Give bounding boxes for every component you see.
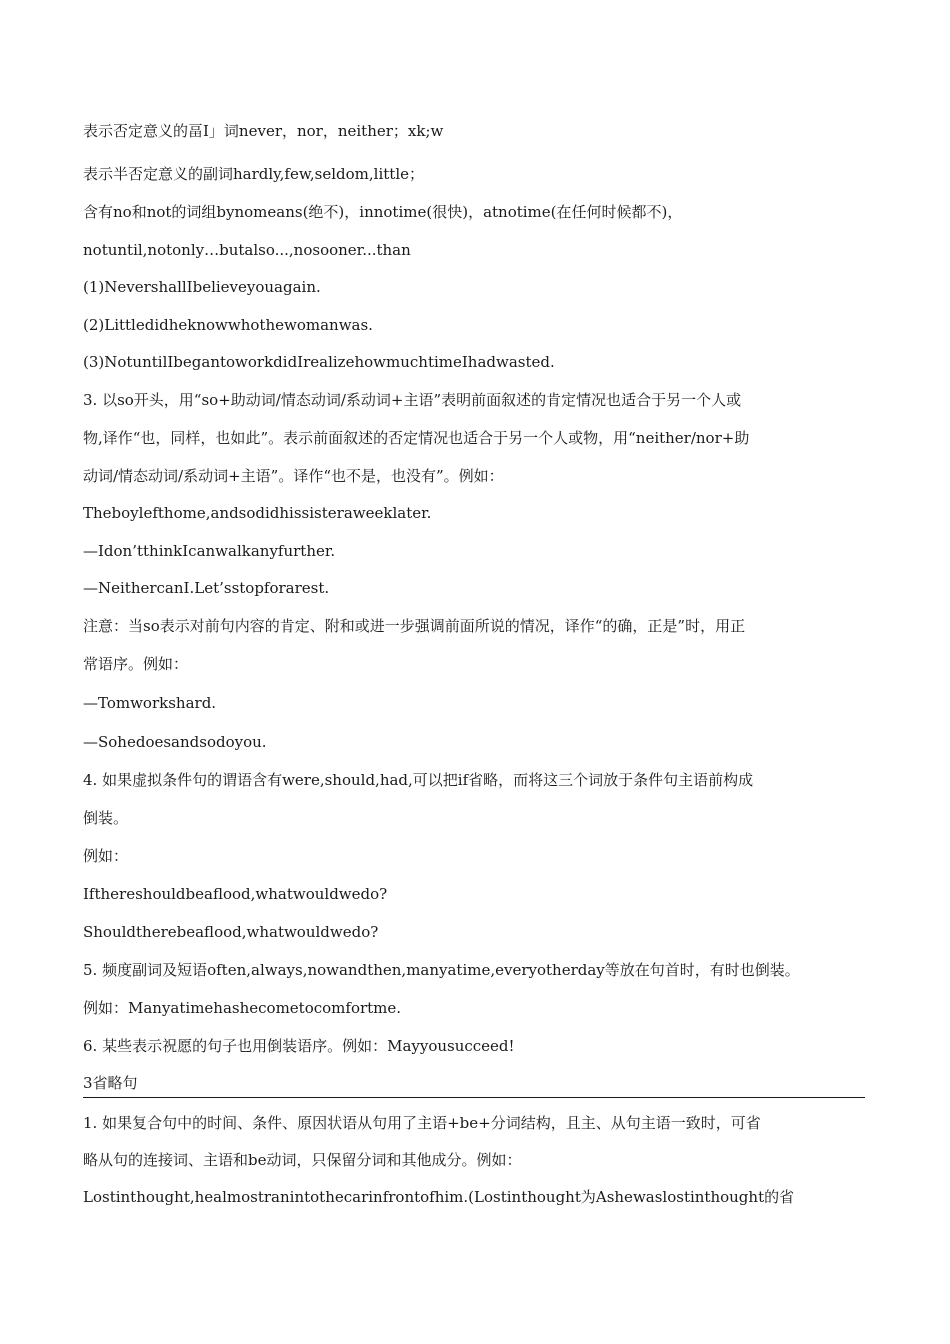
section-4-line-2: 倒装。 [83, 809, 129, 827]
ellipsis-point-1-line-1: 1. 如果复合句中的时间、条件、原因状语从句用了主语+be+分词结构，且主、从句主语一致时，可省 [83, 1114, 761, 1132]
example-sentence-if: Ifthereshouldbeaflood,whatwouldwedo? [83, 885, 388, 903]
example-line-2: (2)Littledidheknowwhothewomanwas. [83, 316, 373, 334]
header-divider [83, 1097, 865, 1098]
text-line-negative-adverbs: 表示否定意义的畐I」词never，nor，neither；xk;w [83, 122, 444, 140]
dialogue-line-2: —NeithercanI.Let’sstopforarest. [83, 579, 330, 597]
section-3-text-line-3: 动词/情态动词/系动词+主语”。译作“也不是，也没有”。例如： [83, 467, 504, 485]
text-line-semi-negative-adverbs: 表示半否定意义的副词hardly,few,seldom,little； [83, 165, 425, 183]
ellipsis-example-line: Lostinthought,healmostranintothecarinfrontofhim.(Lostinthought为Ashewaslostinthought的省 [83, 1188, 795, 1206]
note-line-1: 注意：当so表示对前句内容的肯定、附和或进一步强调前面所说的情况，译作“的确，正是”时，用正 [83, 617, 746, 635]
text-line-no-not-phrases: 含有no和not的词组bynomeans(绝不)，innotime(很快)，atnotime(在任何时候都不)， [83, 203, 683, 221]
ellipsis-point-1-line-2: 略从句的连接词、主语和be动词，只保留分词和其他成分。例如： [83, 1151, 522, 1169]
example-label: 例如： [83, 847, 129, 865]
note-line-2: 常语序。例如： [83, 655, 189, 673]
section-3-heading-line: 3. 以so开头，用“so+助动词/情态动词/系动词+主语”表明前面叙述的肯定情况也适合于另一个人或 [83, 391, 742, 409]
text-line-phrases-continued: notuntil,notonly…butalso...,nosooner...than [83, 241, 411, 259]
section-4-line-1: 4. 如果虚拟条件句的谓语含有were,should,had,可以把if省略，而将这三个词放于条件句主语前构成 [83, 771, 754, 789]
example-sentence-should: Shouldtherebeaflood,whatwouldwedo? [83, 923, 379, 941]
example-line-3: (3)NotuntilIbegantoworkdidIrealizehowmuchtimeIhadwasted. [83, 353, 555, 371]
dialogue-line-3: —Tomworkshard. [83, 694, 217, 712]
document-page [83, 0, 873, 1344]
section-5-line: 5. 频度副词及短语often,always,nowandthen,manyatime,everyotherday等放在句首时，有时也倒装。 [83, 961, 800, 979]
example-sentence: Theboylefthome,andsodidhissisteraweeklater. [83, 504, 432, 522]
section-6-line: 6. 某些表示祝愿的句子也用倒装语序。例如：Mayyousucceed! [83, 1037, 515, 1055]
example-line-1: (1)NevershallIbelieveyouagain. [83, 278, 321, 296]
section-3-text-line-2: 物,译作“也，同样，也如此”。表示前面叙述的否定情况也适合于另一个人或物，用“neither/nor+助 [83, 429, 750, 447]
section-heading-ellipsis: 3省略句 [83, 1074, 138, 1092]
dialogue-line-1: —Idon’tthinkIcanwalkanyfurther. [83, 542, 336, 560]
dialogue-line-4: —Sohedoesandsodoyou. [83, 733, 267, 751]
section-5-example: 例如：Manyatimehashecometocomfortme. [83, 999, 402, 1017]
